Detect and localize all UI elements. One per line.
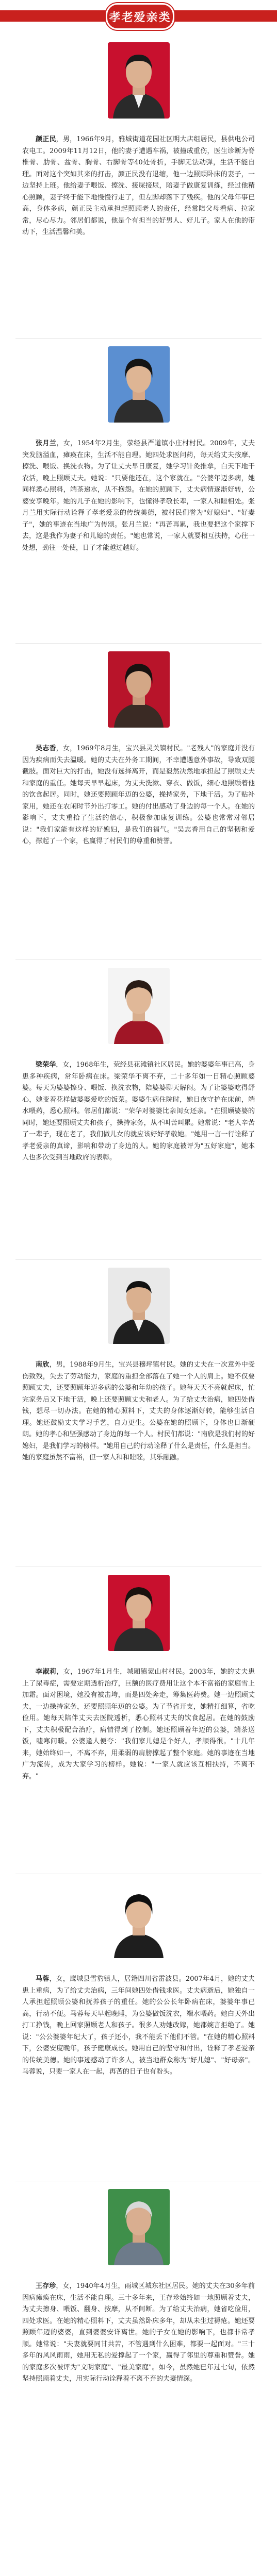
- person-bio: [22, 1974, 255, 2078]
- portrait-photo: [108, 1268, 170, 1344]
- divider: [15, 1259, 262, 1260]
- person-name: 南欣: [36, 1361, 50, 1369]
- person-name: 颜正民: [36, 136, 56, 143]
- person-bio: [22, 1059, 255, 1164]
- section-header: [0, 0, 277, 32]
- person-name: 张月兰: [36, 440, 57, 447]
- section-title: 孝老爱亲类: [109, 11, 171, 24]
- person-description: ，女，1954年2月生，荥经县严道镇小庄村村民。2009年，丈夫突发脑溢血，瘫痪在床，生活不能自理。她四处求医问药，每天给丈夫按摩、擦洗、喂饭、换洗衣物。为了让丈夫早日康复，她学习针灸推拿，白天下地干农活，晚上照顾丈夫。她说："只要他还在，这个家就在。"公婆年迈多病，她同样悉心照料，端茶递水，从不抱怨。在她的照顾下，丈夫病情逐渐好转，公婆安享晚年。她的儿子在她的影响下，也懂得孝敬长辈，一家人和睦相处。张月兰用实际行动诠释了孝老爱亲的传统美德，被村民们誉为"好媳妇"、"好妻子"，她的事迹在当地广为传颂。张月兰说："再苦再累，我也要把这个家撑下去，这是我作为妻子和儿媳的责任。"她也常说，一家人就要相互扶持，心往一处想，劲往一处使，日子才能越过越好。: [22, 440, 255, 552]
- person-name: 吴志香: [36, 745, 56, 752]
- person-description: ，女，鹰城县雪豹镇人，居籍四川省雷波县。2007年4月，她的丈夫患上重病，为了给丈夫治病，三年间她四处借钱求医。丈夫病逝后，她独自一人承担起照顾公婆和抚养孩子的重任。她的公公长年卧病在床，婆婆年事已高，行动不便。马蓉每天早起晚睡，为公婆做饭洗衣，端水喂药。她白天外出打工挣钱，晚上回家照顾老人和孩子。很多人劝她改嫁，她都婉言拒绝了。她说："公公婆婆年纪大了，孩子还小，我不能丢下他们不管。"在她的精心照料下，公婆安度晚年，孩子健康成长。她用自己的坚守和付出，诠释了孝老爱亲的传统美德。她的事迹感动了许多人，被当地群众称为"好儿媳"、"好母亲"。马蓉说，只要一家人在一起，再苦的日子也有盼头。: [22, 1975, 255, 2076]
- header-pill: [106, 3, 174, 30]
- portrait-photo: [108, 2189, 170, 2265]
- divider: [15, 643, 262, 644]
- divider: [15, 338, 262, 339]
- portrait-photo: [108, 346, 170, 423]
- portrait-photo: [108, 1575, 170, 1651]
- person-bio: [22, 743, 255, 848]
- portrait-photo: [108, 968, 170, 1044]
- portrait-photo: [108, 42, 170, 119]
- portrait-photo: [108, 1882, 170, 1958]
- person-bio: [22, 2281, 255, 2385]
- person-name: 梁荣华: [36, 1061, 56, 1069]
- person-bio: [22, 1666, 255, 1782]
- person-description: ，女，1968年生，荥经县花滩镇社区居民。她的婆婆年事已高，身患多种疾病，常年卧病在床。梁荣华不离不弃，二十多年如一日精心照顾婆婆。每天为婆婆擦身、喂饭、换洗衣物，陪婆婆聊天解闷。为了让婆婆吃得舒心，她变着花样做婆婆爱吃的饭菜。婆婆生病住院时，她日夜守护在床前，端水喂药，悉心照料。邻居们都说："荣华对婆婆比亲闺女还亲。"在照顾婆婆的同时，她还要照顾丈夫和孩子，操持家务，从不叫苦叫累。她常说："老人辛苦了一辈子，现在老了，我们做儿女的就应该好好孝敬她。"她用一言一行诠释了孝老爱亲的真谛，影响和带动了身边的人。她的家庭被评为"五好家庭"，她本人也多次受到当地政府的表彰。: [22, 1061, 255, 1161]
- person-bio: [22, 1359, 255, 1464]
- divider: [15, 959, 262, 960]
- person-description: ，男，1988年9月生，宝兴县穆坪镇村民。她的丈夫在一次意外中受伤致残，失去了劳动能力，家庭的重担全部落在了她一个人的肩上。她不仅要照顾丈夫，还要照顾年迈多病的公婆和年幼的孩子。她每天天不亮就起床，忙完家务后又下地干活，晚上还要照顾丈夫和老人。为了给丈夫治病，她四处借钱，想尽一切办法。在她的精心照料下，丈夫的身体逐渐好转，能够生活自理。她还鼓励丈夫学习手艺，自力更生。公婆在她的照顾下，身体也日渐硬朗。她的孝心和坚强感动了身边的每一个人。村民们都说："南欣是我们村的好媳妇，是我们学习的榜样。"她用自己的行动诠释了什么是责任，什么是担当。她的家庭虽然不富裕，但一家人和和睦睦，其乐融融。: [22, 1361, 255, 1461]
- person-name: 马蓉: [36, 1975, 50, 1983]
- person-bio: [22, 438, 255, 554]
- person-description: ，女，1967年1月生，城厢镇蒙山村村民。2003年，她的丈夫患上了尿毒症，需要定期透析治疗，巨额的医疗费用让这个本不富裕的家庭雪上加霜。面对困境，她没有被击垮，而是四处奔走，筹集医药费。她一边照顾丈夫，一边操持家务，还要照顾年迈的公婆。为了节省开支，她精打细算，省吃俭用。她每天陪伴丈夫去医院透析，悉心照料丈夫的饮食起居。在她的鼓励下，丈夫积极配合治疗，病情得到了控制。她还照顾着年迈的公婆，端茶送饭，嘘寒问暖。公婆逢人便夸："我们家儿媳是个好人，孝顺得很。"十几年来，她始终如一，不离不弃，用柔弱的肩膀撑起了整个家庭。她的事迹在当地广为流传，成为大家学习的榜样。她说："一家人就应该互相扶持，不离不弃。": [22, 1668, 255, 1780]
- person-name: 李淑莉: [36, 1668, 57, 1676]
- person-description: ，女，1940年4月生，雨城区城东社区居民。她的丈夫在30多年前因病瘫痪在床，生活不能自理。三十多年来，王存珍始终如一地照顾着丈夫，为丈夫擦身、喂饭、翻身、按摩，从不间断。为了给丈夫治病，她省吃俭用，四处求医。在她的精心照料下，丈夫虽然卧床多年，却从未生过褥疮。她还要照顾年迈的婆婆，直到婆婆安详离世。她的子女在她的影响下，也都非常孝顺。她常说："夫妻就要同甘共苦，不管遇到什么困难，都要一起面对。"三十多年的风风雨雨，她用无私的爱撑起了一个家，赢得了邻里的尊重和赞誉。她的家庭多次被评为"文明家庭"、"最美家庭"。如今，虽然她已年过七旬，依然坚持照顾着丈夫，用实际行动诠释着不离不弃的夫妻情深。: [22, 2282, 255, 2383]
- portrait-photo: [108, 651, 170, 728]
- person-bio: [22, 134, 255, 239]
- person-description: ，男，1966年9月，雅城街道花园社区明大店组居民，县供电公司农电工。2009年11月12日，他的妻子遭遇车祸，被撞成重伤，医生诊断为脊椎骨、肋骨、盆骨、胸骨、右脚骨等40处骨折，手脚无法动弹，生活不能自理。面对这个突如其来的打击，颜正民没有退缩，他一边照顾卧床的妻子，一边坚持上班。他给妻子喂饭、擦洗、接屎接尿，陪妻子做康复训练，经过他精心照顾，妻子终于能下地慢慢行走了，但左脚却落下了残疾。他的父母年事已高，身体多病，颜正民主动承担起照顾老人的责任，经常陪父母看病、拉家常，尽心尽力。邻居们都说，他是个有担当的好男人、好儿子。家人在他的带动下，生活温馨和美。: [22, 136, 255, 236]
- person-description: ，女，1969年8月生，宝兴县灵关镇村民。"老残人"的家庭并没有因为疾病而失去温暖。她的丈夫在外务工期间，不幸遭遇意外事故，导致双腿截肢。面对巨大的打击，她没有选择离开，而是毅然决然地承担起了照顾丈夫和家庭的重任。她每天早早起床，为丈夫洗漱、穿衣、做饭，细心地照顾着他的饮食起居。同时，她还要照顾年迈的公婆，操持家务，下地干活。为了贴补家用，她还在农闲时节外出打零工。她的付出感动了身边的每一个人。在她的影响下，丈夫重拾了生活的信心，积极参加康复训练。公婆也常常对邻居说："我们家能有这样的好媳妇，是我们的福气。"吴志香用自己的坚韧和爱心，撑起了一个家，也赢得了村民们的尊重和赞誉。: [22, 745, 255, 845]
- person-name: 王存珍: [36, 2282, 56, 2290]
